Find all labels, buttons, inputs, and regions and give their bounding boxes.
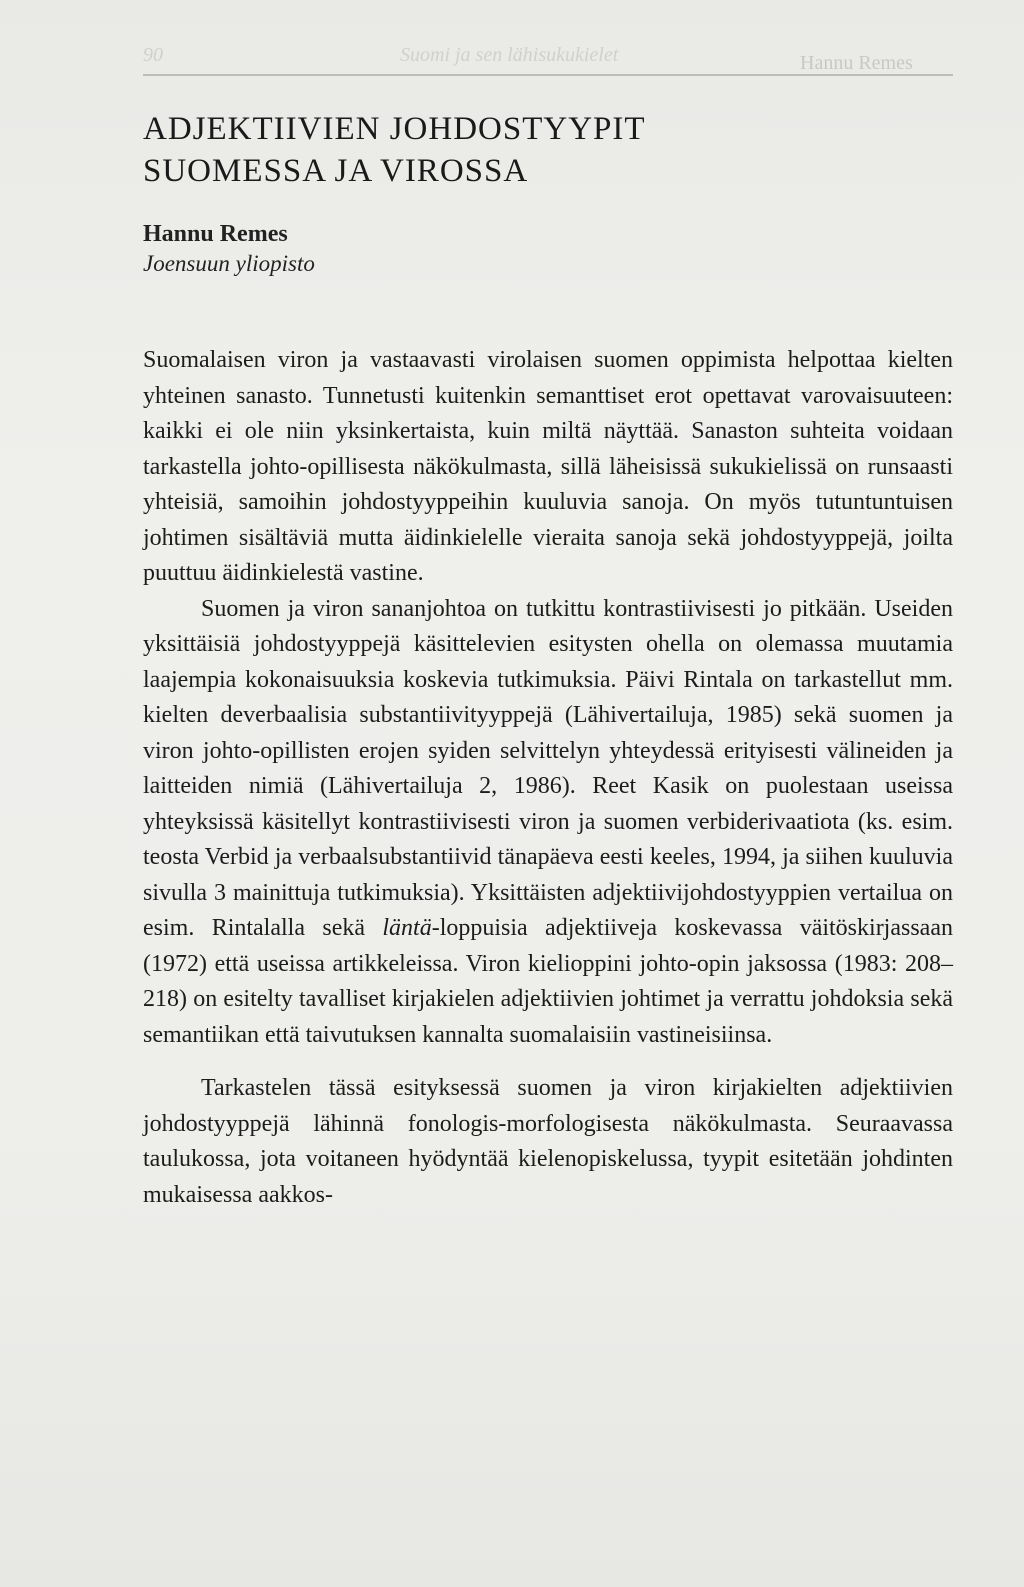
paragraph-2-italic-term: läntä [382, 915, 432, 941]
header-rule [143, 74, 953, 76]
paragraph-1: Suomalaisen viron ja vastaavasti virolaisen suomen oppimista helpottaa kielten yhteinen sanasto. Tunnetusti kuitenkin semanttiset erot opettavat varovaisuuteen: kaikki ei ole niin yksinkertaista, kuin miltä näyttää. Sanaston suhteita voidaan tarkastella johto-opillisesta näkökulmasta, sillä läheisissä sukukielissä on runsaasti yhteisiä, samoihin johdostyyppeihin kuuluvia sanoja. On myös tutuntuntuisen johtimen sisältäviä mutta äidinkielelle vieraita sanoja sekä johdostyyppejä, joilta puuttuu äidinkielestä vastine. [143, 347, 953, 586]
author-affiliation: Joensuun yliopisto [143, 251, 315, 276]
show-through-author: Hannu Remes [800, 52, 913, 74]
article-title [143, 108, 953, 192]
paragraph-2-part-2: -loppuisia adjektiiveja koskevassa väitöskirjassaan (1972) että useissa artikkeleissa. Viron kielioppini johto-opin jaksossa (1983: 208–218) on esitelty tavalliset kirjakielen adjektiivien johtimet ja verrattu johdoksia sekä semantiikan että taivutuksen kannalta suomalaisiin vastineisiinsa. [143, 915, 953, 1048]
article [143, 108, 953, 1213]
paragraph-3: Tarkastelen tässä esityksessä suomen ja viron kirjakielten adjektiivien johdostyyppejä lähinnä fonologis-morfologisesta näkökulmasta. Seuraavassa taulukossa, jota voitaneen hyödyntää kielenopiskelussa, tyypit esitetään johdinten mukaisessa aakkos- [143, 1075, 953, 1208]
paragraph-2-part-1: Suomen ja viron sananjohtoa on tutkittu kontrastiivisesti jo pitkään. Useiden yksittäisiä johdostyyppejä käsittelevien esitysten ohella on olemassa muutamia laajempia kokonaisuuksia koskevia tutkimuksia. Päivi Rintala on tarkastellut mm. kielten deverbaalisia substantiivityyppejä (Lähivertailuja, 1985) sekä suomen ja viron johto-opillisten erojen syiden selvittelyn yhteydessä erityisesti välineiden ja laitteiden nimiä (Lähivertailuja 2, 1986). Reet Kasik on puolestaan useissa yhteyksissä käsitellyt kontrastiivisesti viron ja suomen verbiderivaatiota (ks. esim. teosta Verbid ja verbaalsubstantiivid tänapäeva eesti keeles, 1994, ja siihen kuuluvia sivulla 3 mainittuja tutkimuksia). Yksittäisten adjektiivijohdostyyppien vertailua on esim. Rintalalla sekä [143, 595, 953, 941]
paragraph-2 [143, 592, 953, 1054]
show-through-running-head: Suomi ja sen lähisukukielet [400, 44, 619, 66]
title-line-2: SUOMESSA JA VIROSSA [143, 153, 529, 189]
title-line-1: ADJEKTIIVIEN JOHDOSTYYPIT [143, 111, 646, 147]
article-body [143, 343, 953, 1213]
author-name: Hannu Remes [143, 221, 288, 247]
show-through-page-number: 90 [143, 44, 163, 66]
